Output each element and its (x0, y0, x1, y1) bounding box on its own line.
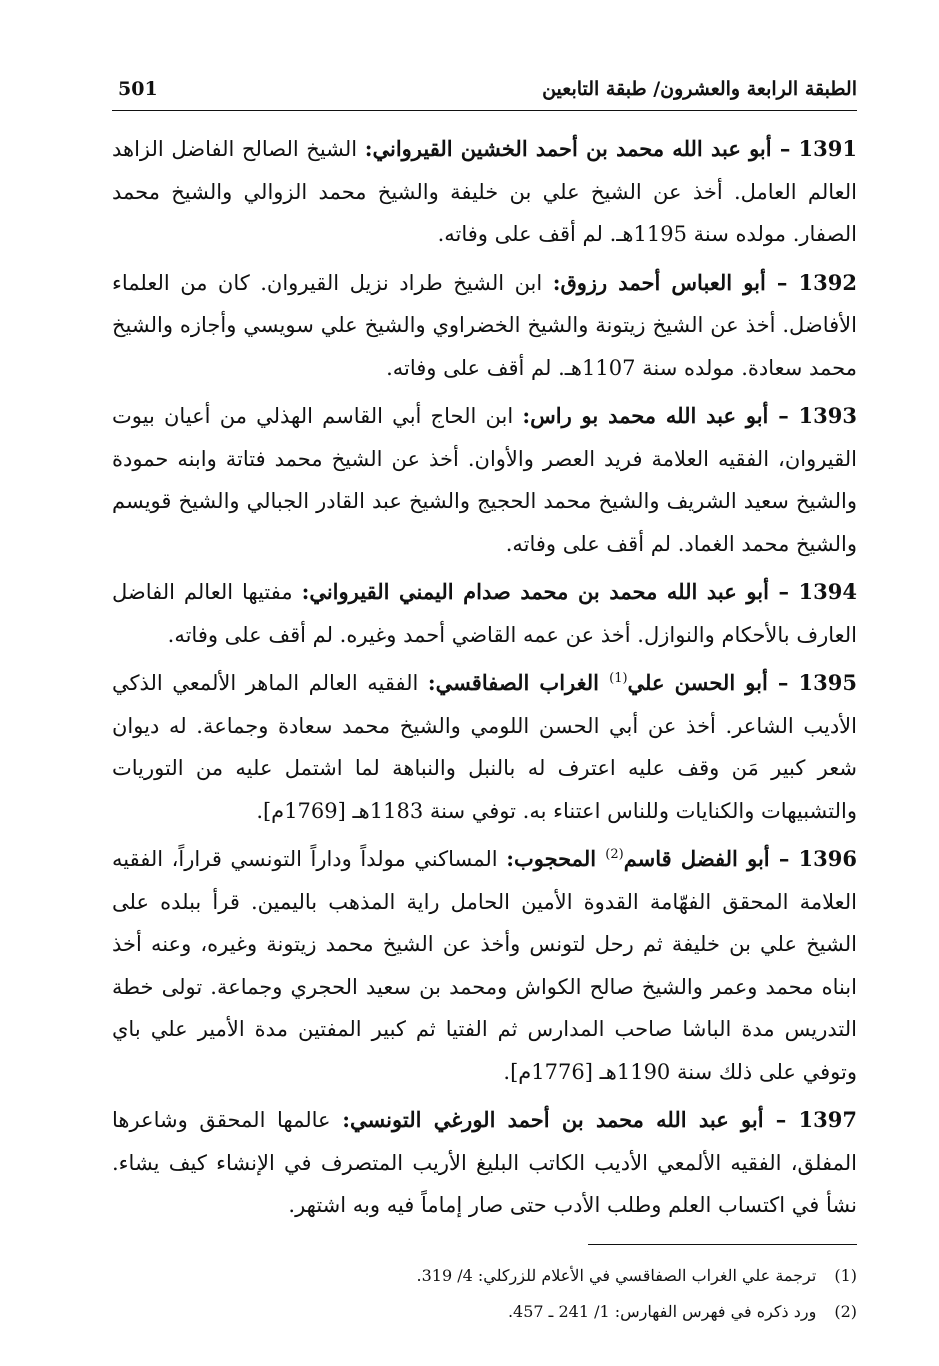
entry-1392 (112, 262, 857, 390)
entry-heading: 1393 – أبو عبد الله محمد بو راس: (522, 403, 857, 428)
entry-text: ابن الحاج أبي القاسم الهذلي من أعيان بيوت القيروان، الفقيه العلامة فريد العصر والأوان. أخذ عن الشيخ محمد فتاتة وابنه حمودة والشيخ سعيد الشريف والشيخ محمد الحجيج والشيخ عبد القادر الجبالي والشيخ قويسم والشيخ محمد الغماد. لم أقف على وفاته. (112, 404, 857, 556)
footnote-text: ورد ذكره في فهرس الفهارس: 1/ 241 ـ 457. (507, 1302, 817, 1321)
header-rule (112, 110, 857, 111)
footnote-number: (1) (834, 1266, 857, 1285)
entry-text: الفقيه العالم الماهر الألمعي الذكي الأديب الشاعر. أخذ عن أبي الحسن اللومي والشيخ محمد سعادة وجماعة. له ديوان شعر كبير مَن وقف عليه اعترف له بالنبل والنباهة لما اشتمل عليه من التوريات والتشبيهات والكنايات وللناس اعتناء به. توفي سنة 1183هـ [1769م]. (112, 671, 857, 823)
footnote-rule (588, 1244, 857, 1245)
page-header (112, 70, 857, 110)
footnote-marker: (2) (605, 847, 624, 862)
entry-heading: 1397 – أبو عبد الله محمد بن أحمد الورغي التونسي: (342, 1107, 857, 1132)
entry-1391 (112, 128, 857, 256)
footnote-marker: (1) (609, 671, 628, 686)
entry-heading: 1392 – أبو العباس أحمد رزوق: (552, 269, 857, 295)
footnote-number: (2) (834, 1302, 857, 1321)
entry-text: الشيخ الصالح الفاضل الزاهد العالم العامل. أخذ عن الشيخ علي بن خليفة والشيخ محمد الزوالي والشيخ محمد الصفار. مولده سنة 1195هـ. لم أقف على وفاته. (112, 137, 857, 246)
entry-heading: 1395 – أبو الحسن علي (627, 670, 857, 695)
entry-text: مفتيها العالم الفاضل العارف بالأحكام والنوازل. أخذ عن عمه القاضي أحمد وغيره. لم أقف على وفاته. (112, 580, 857, 647)
entry-1396 (112, 838, 857, 1093)
entry-heading-cont: المحجوب: (506, 846, 606, 871)
entry-heading-cont: الغراب الصفاقسي: (427, 670, 610, 695)
entry-text: ابن الشيخ طراد نزيل القيروان. كان من العلماء الأفاضل. أخذ عن الشيخ زيتونة والشيخ الخضراوي والشيخ علي سويسي وأجازه والشيخ محمد سعادة. مولده سنة 1107هـ. لم أقف على وفاته. (112, 270, 857, 380)
footnote-1 (112, 1258, 857, 1294)
entry-text: عالمها المحقق وشاعرها المفلق، الفقيه الألمعي الأديب الكاتب البليغ الأريب المتصرف في الإنشاء كيف يشاء. نشأ في اكتساب العلم وطلب الأدب حتى صار إماماً فيه وبه اشتهر. (112, 1108, 857, 1217)
entry-1397 (112, 1099, 857, 1227)
body-text (112, 128, 857, 1233)
entry-heading: 1394 – أبو عبد الله محمد بن محمد صدام اليمني القيرواني: (301, 579, 857, 604)
entry-1395 (112, 662, 857, 832)
footnote-text: ترجمة علي الغراب الصفاقسي في الأعلام للزركلي: 4/ 319. (416, 1266, 817, 1285)
running-title: الطبقة الرابعة والعشرون/ طبقة التابعين (542, 78, 857, 100)
entry-1393 (112, 395, 857, 565)
entry-1394 (112, 571, 857, 656)
entry-heading: 1391 – أبو عبد الله محمد بن أحمد الخشين القيرواني: (364, 136, 857, 161)
page-number: 501 (118, 78, 158, 100)
entry-heading: 1396 – أبو الفضل قاسم (623, 846, 857, 871)
footnotes (112, 1258, 857, 1330)
footnote-2 (112, 1294, 857, 1330)
entry-text: المساكني مولداً وداراً التونسي قراراً، الفقيه العلامة المحقق الفهّامة القدوة الأمين الحامل راية المذهب باليمين. قرأ ببلده على الشيخ علي بن خليفة ثم رحل لتونس وأخذ عن الشيخ محمد زيتونة وغيره، وعنه أخذ ابناه محمد وعمر والشيخ صالح الكواش ومحمد بن سعيد الحجري وجماعة. تولى خطة التدريس مدة الباشا صاحب المدارس ثم الفتيا ثم كبير المفتين مدة الأمير علي باي وتوفي على ذلك سنة 1190هـ [1776م]. (112, 847, 857, 1084)
